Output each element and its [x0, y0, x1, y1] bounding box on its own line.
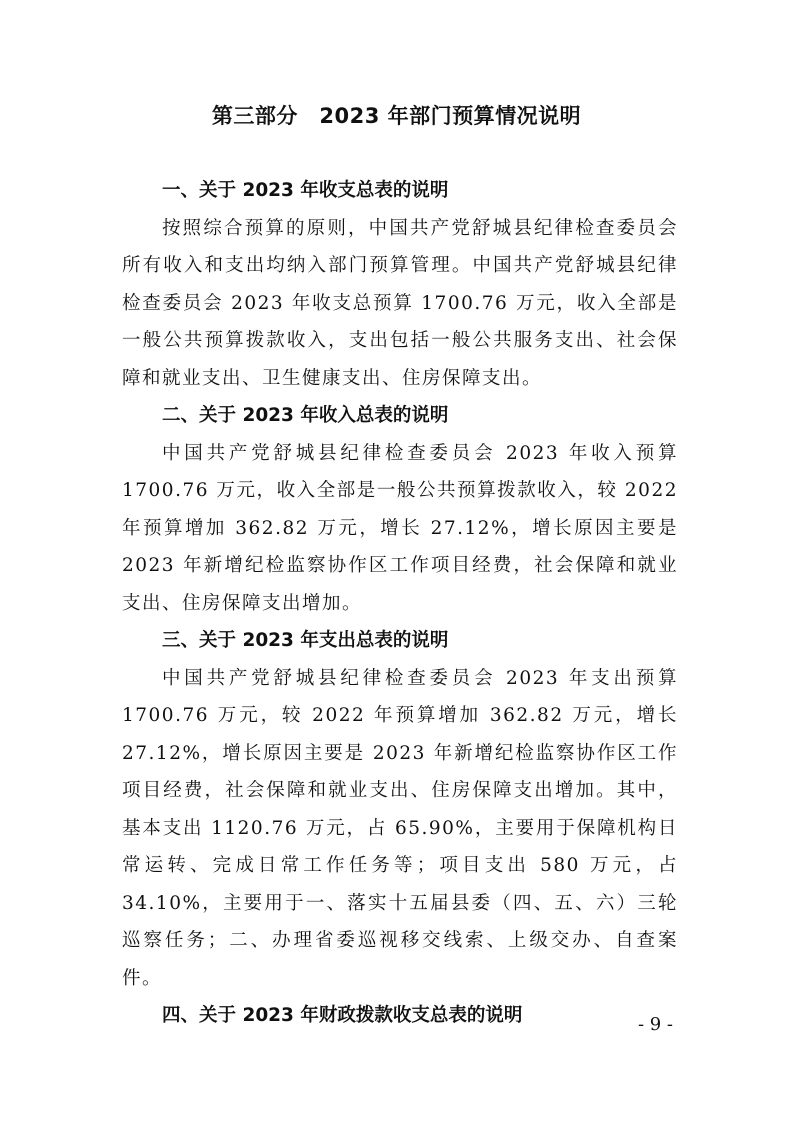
page-title: 第三部分 2023 年部门预算情况说明: [211, 104, 582, 128]
section-paragraph-2: 中国共产党舒城县纪律检查委员会 2023 年收入预算 1700.76 万元，收入全部是一般公共预算拨款收入，较 2022 年预算增加 362.82 万元，增长 27.12%，增长原因主要是 2023 年新增纪检监察协作区工作项目经费，社会保障和就业支出、住房保障支出增加。: [122, 442, 678, 614]
section-paragraph-3: 中国共产党舒城县纪律检查委员会 2023 年支出预算 1700.76 万元，较 2022 年预算增加 362.82 万元，增长 27.12%，增长原因主要是 2023 年新增纪检监察协作区工作项目经费，社会保障和就业支出、住房保障支出增加。其中，基本支出 1120.76 万元，占 65.90%，主要用于保障机构日常运转、完成日常工作任务等；项目支出 580 万元，占 34.10%，主要用于一、落实十五届县委（四、五、六）三轮巡察任务；二、办理省委巡视移交线索、上级交办、自查案件。: [122, 667, 678, 989]
section-paragraph-1: 按照综合预算的原则，中国共产党舒城县纪律检查委员会所有收入和支出均纳入部门预算管理。中国共产党舒城县纪律检查委员会 2023 年收支总预算 1700.76 万元，收入全部是一般公共预算拨款收入，支出包括一般公共服务支出、社会保障和就业支出、卫生健康支出、住房保障支出。: [122, 217, 678, 389]
page-number: - 9 -: [637, 1014, 673, 1035]
section-heading-3: 三、关于 2023 年支出总表的说明: [162, 630, 449, 651]
section-heading-2: 二、关于 2023 年收入总表的说明: [162, 405, 449, 426]
section-heading-4: 四、关于 2023 年财政拨款收支总表的说明: [162, 1005, 523, 1026]
document-body: [122, 172, 678, 1035]
section-heading-1: 一、关于 2023 年收支总表的说明: [162, 180, 449, 201]
